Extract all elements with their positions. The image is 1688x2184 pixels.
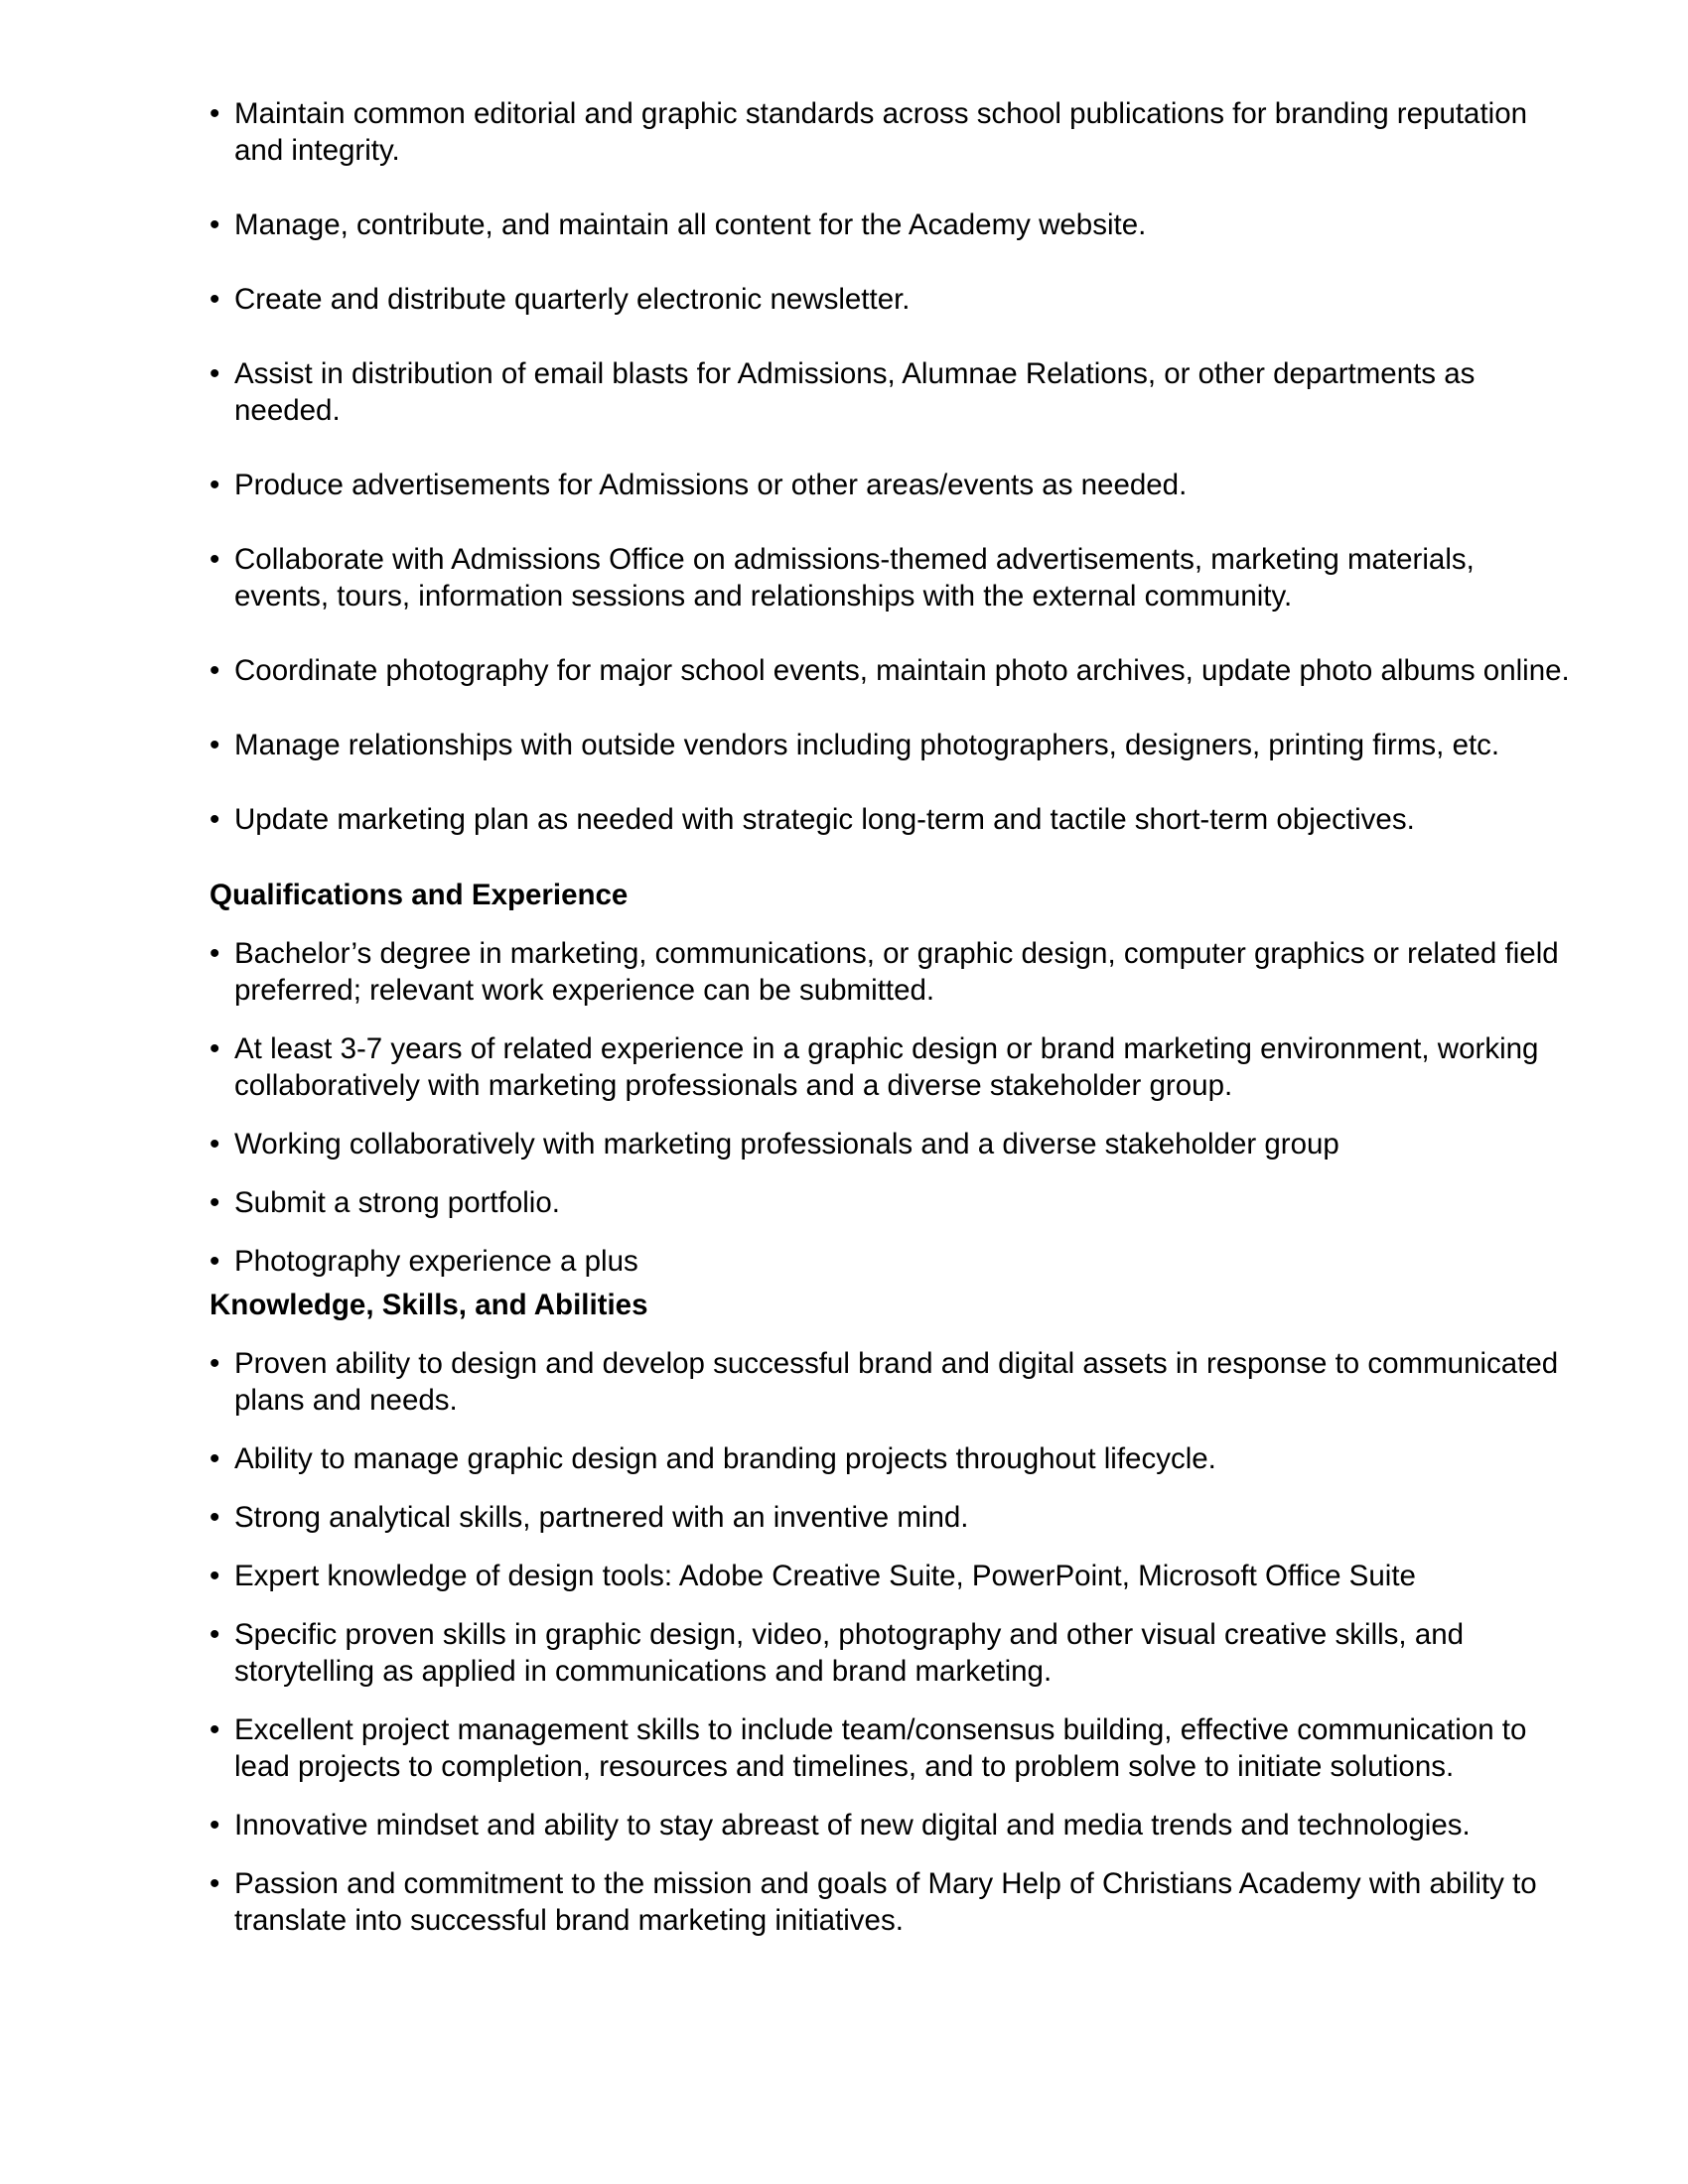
list-item-text: At least 3-7 years of related experience in a graphic design or brand marketing environment, working collaboratively with marketing professionals and a diverse stakeholder group. bbox=[234, 1032, 1539, 1102]
list-item bbox=[210, 1616, 1570, 1690]
knowledge-list bbox=[210, 1345, 1570, 1939]
bullet-icon: • bbox=[210, 1128, 220, 1160]
list-item-text: Collaborate with Admissions Office on admissions-themed advertisements, marketing materials, events, tours, information sessions and relationships with the external community. bbox=[234, 543, 1475, 613]
list-item bbox=[210, 1558, 1570, 1594]
list-item-text: Assist in distribution of email blasts for Admissions, Alumnae Relations, or other departments as needed. bbox=[234, 357, 1476, 427]
bullet-icon: • bbox=[210, 1347, 220, 1380]
list-item-text: Manage relationships with outside vendors including photographers, designers, printing firms, etc. bbox=[234, 729, 1500, 761]
bullet-icon: • bbox=[210, 1867, 220, 1900]
list-item bbox=[210, 206, 1570, 243]
bullet-icon: • bbox=[210, 283, 220, 316]
bullet-icon: • bbox=[210, 1809, 220, 1842]
list-item-text: Manage, contribute, and maintain all content for the Academy website. bbox=[234, 208, 1147, 241]
document-body bbox=[210, 95, 1570, 1961]
bullet-icon: • bbox=[210, 469, 220, 501]
knowledge-heading: Knowledge, Skills, and Abilities bbox=[210, 1289, 648, 1321]
bullet-icon: • bbox=[210, 937, 220, 970]
list-item-text: Coordinate photography for major school events, maintain photo archives, update photo albums online. bbox=[234, 654, 1570, 687]
list-item bbox=[210, 1243, 1570, 1280]
list-item-text: Passion and commitment to the mission and goals of Mary Help of Christians Academy with ability to translate into successful brand marketing initiatives. bbox=[234, 1867, 1537, 1937]
bullet-icon: • bbox=[210, 1442, 220, 1475]
list-item-text: Strong analytical skills, partnered with an inventive mind. bbox=[234, 1501, 969, 1534]
list-item bbox=[210, 1184, 1570, 1221]
bullet-icon: • bbox=[210, 1713, 220, 1746]
list-item bbox=[210, 801, 1570, 838]
bullet-icon: • bbox=[210, 1245, 220, 1278]
bullet-icon: • bbox=[210, 97, 220, 130]
bullet-icon: • bbox=[210, 1032, 220, 1065]
list-item-text: Update marketing plan as needed with strategic long-term and tactile short-term objectives. bbox=[234, 803, 1415, 836]
list-item-text: Specific proven skills in graphic design, video, photography and other visual creative skills, and storytelling as applied in communications and brand marketing. bbox=[234, 1618, 1465, 1688]
list-item bbox=[210, 355, 1570, 429]
list-item-text: Working collaboratively with marketing professionals and a diverse stakeholder group bbox=[234, 1128, 1339, 1160]
bullet-icon: • bbox=[210, 1501, 220, 1534]
list-item bbox=[210, 727, 1570, 763]
list-item-text: Innovative mindset and ability to stay abreast of new digital and media trends and technologies. bbox=[234, 1809, 1471, 1842]
bullet-icon: • bbox=[210, 543, 220, 576]
bullet-icon: • bbox=[210, 729, 220, 761]
list-item bbox=[210, 1126, 1570, 1162]
list-item bbox=[210, 1711, 1570, 1785]
list-item-text: Bachelor’s degree in marketing, communications, or graphic design, computer graphics or related field preferred; relevant work experience can be submitted. bbox=[234, 937, 1559, 1007]
list-item bbox=[210, 1865, 1570, 1939]
responsibilities-list bbox=[210, 95, 1570, 838]
list-item-text: Submit a strong portfolio. bbox=[234, 1186, 560, 1219]
list-item-text: Expert knowledge of design tools: Adobe Creative Suite, PowerPoint, Microsoft Office Suite bbox=[234, 1560, 1416, 1592]
list-item-text: Ability to manage graphic design and branding projects throughout lifecycle. bbox=[234, 1442, 1216, 1475]
bullet-icon: • bbox=[210, 803, 220, 836]
list-item bbox=[210, 1499, 1570, 1536]
list-item bbox=[210, 467, 1570, 503]
bullet-icon: • bbox=[210, 208, 220, 241]
list-item bbox=[210, 652, 1570, 689]
bullet-icon: • bbox=[210, 1618, 220, 1651]
list-item-text: Maintain common editorial and graphic standards across school publications for branding reputation and integrity. bbox=[234, 97, 1528, 167]
list-item bbox=[210, 95, 1570, 169]
list-item bbox=[210, 541, 1570, 614]
list-item-text: Excellent project management skills to include team/consensus building, effective communication to lead projects to completion, resources and timelines, and to problem solve to initiate solutions. bbox=[234, 1713, 1527, 1783]
bullet-icon: • bbox=[210, 654, 220, 687]
list-item bbox=[210, 1440, 1570, 1477]
list-item-text: Proven ability to design and develop successful brand and digital assets in response to communicated plans and needs. bbox=[234, 1347, 1559, 1417]
list-item-text: Produce advertisements for Admissions or other areas/events as needed. bbox=[234, 469, 1188, 501]
bullet-icon: • bbox=[210, 357, 220, 390]
list-item-text: Create and distribute quarterly electronic newsletter. bbox=[234, 283, 911, 316]
list-item bbox=[210, 1807, 1570, 1843]
list-item bbox=[210, 281, 1570, 318]
list-item bbox=[210, 1345, 1570, 1419]
list-item-text: Photography experience a plus bbox=[234, 1245, 638, 1278]
list-item bbox=[210, 935, 1570, 1009]
bullet-icon: • bbox=[210, 1560, 220, 1592]
qualifications-heading: Qualifications and Experience bbox=[210, 879, 629, 911]
bullet-icon: • bbox=[210, 1186, 220, 1219]
qualifications-list bbox=[210, 935, 1570, 1280]
list-item bbox=[210, 1030, 1570, 1104]
